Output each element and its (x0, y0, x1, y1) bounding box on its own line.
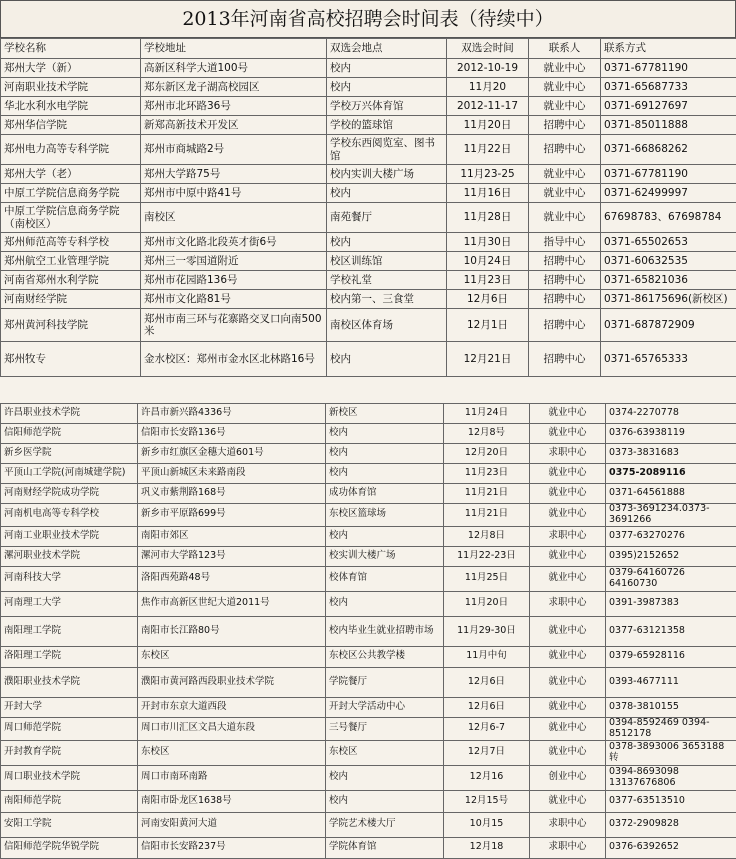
contact-dept-cell: 招聘中心 (529, 116, 601, 135)
fair-date-cell: 11月29-30日 (444, 616, 530, 646)
school-name-cell: 郑州华信学院 (1, 116, 141, 135)
school-name-cell: 河南机电高等专科学校 (1, 504, 138, 527)
school-address-cell: 郑东新区龙子湖高校园区 (141, 78, 327, 97)
contact-dept-cell: 就业中心 (530, 404, 606, 424)
fair-location-cell: 校内 (326, 765, 444, 790)
table-row (1, 790, 736, 812)
fair-date-cell: 11月20 (447, 78, 529, 97)
contact-dept-cell: 就业中心 (529, 203, 601, 233)
school-name-cell: 郑州师范高等专科学校 (1, 233, 141, 252)
school-address-cell: 新乡市平原路699号 (138, 504, 326, 527)
fair-date-cell: 12月7日 (444, 740, 530, 765)
contact-dept-cell: 招聘中心 (529, 342, 601, 377)
table-row (1, 116, 736, 135)
school-address-cell: 金水校区：郑州市金水区北林路16号 (141, 342, 327, 377)
school-address-cell: 许昌市新兴路4336号 (138, 404, 326, 424)
table-row (1, 646, 736, 667)
school-address-cell: 新乡市红旗区金穗大道601号 (138, 444, 326, 464)
fair-location-cell: 南校区体育场 (327, 309, 447, 342)
school-address-cell: 焦作市高新区世纪大道2011号 (138, 591, 326, 616)
fair-date-cell: 10月15 (444, 812, 530, 837)
fair-date-cell: 12月6日 (444, 697, 530, 717)
school-name-cell: 平顶山工学院(河南城建学院) (1, 464, 138, 484)
contact-phone-cell: 0371-62499997 (601, 184, 736, 203)
school-name-cell: 河南工业职业技术学院 (1, 526, 138, 546)
contact-phone-cell: 0371-66868262 (601, 135, 736, 165)
fair-location-cell: 校内 (326, 591, 444, 616)
contact-phone-cell: 0373-3691234.0373-3691266 (606, 504, 736, 527)
contact-phone-cell: 联系方式 (601, 39, 736, 59)
school-address-cell: 南校区 (141, 203, 327, 233)
contact-dept-cell: 就业中心 (529, 97, 601, 116)
fair-location-cell: 校内 (327, 78, 447, 97)
school-address-cell: 郑州市花园路136号 (141, 271, 327, 290)
contact-dept-cell: 就业中心 (530, 646, 606, 667)
table-row (1, 59, 736, 78)
school-address-cell: 东校区 (138, 646, 326, 667)
fair-location-cell: 学校万兴体育馆 (327, 97, 447, 116)
fair-location-cell: 校体育馆 (326, 566, 444, 591)
fair-date-cell: 12月6-7 (444, 717, 530, 740)
fair-location-cell: 校区训练馆 (327, 252, 447, 271)
contact-phone-cell: 0371-86175696(新校区) (601, 290, 736, 309)
school-name-cell: 郑州大学（新） (1, 59, 141, 78)
school-name-cell: 周口师范学院 (1, 717, 138, 740)
contact-dept-cell: 求职中心 (530, 812, 606, 837)
school-address-cell: 平顶山新城区未来路南段 (138, 464, 326, 484)
contact-phone-cell: 0371-85011888 (601, 116, 736, 135)
school-address-cell: 东校区 (138, 740, 326, 765)
table-row (1, 464, 736, 484)
fair-date-cell: 11月21日 (444, 484, 530, 504)
table-row (1, 740, 736, 765)
fair-location-cell: 开封大学活动中心 (326, 697, 444, 717)
contact-phone-cell: 0375-2089116 (606, 464, 736, 484)
school-name-cell: 中原工学院信息商务学院（南校区） (1, 203, 141, 233)
contact-dept-cell: 就业中心 (530, 667, 606, 697)
fair-location-cell: 校内毕业生就业招聘市场 (326, 616, 444, 646)
school-address-cell: 巩义市紫荆路168号 (138, 484, 326, 504)
school-name-cell: 郑州大学（老） (1, 165, 141, 184)
school-name-cell: 河南省郑州水利学院 (1, 271, 141, 290)
contact-phone-cell: 0391-3987383 (606, 591, 736, 616)
fair-location-cell: 三号餐厅 (326, 717, 444, 740)
contact-dept-cell: 联系人 (529, 39, 601, 59)
contact-dept-cell: 就业中心 (530, 504, 606, 527)
school-name-cell: 漯河职业技术学院 (1, 546, 138, 566)
school-address-cell: 郑州市南三环与花寨路交叉口向南500米 (141, 309, 327, 342)
contact-dept-cell: 指导中心 (529, 233, 601, 252)
fair-date-cell: 11月30日 (447, 233, 529, 252)
fair-date-cell: 10月24日 (447, 252, 529, 271)
fair-date-cell: 12月18 (444, 837, 530, 858)
table-row (1, 566, 736, 591)
contact-dept-cell: 求职中心 (530, 591, 606, 616)
school-name-cell: 信阳师范学院华锐学院 (1, 837, 138, 858)
table-row (1, 78, 736, 97)
contact-dept-cell: 求职中心 (530, 526, 606, 546)
contact-dept-cell: 就业中心 (530, 616, 606, 646)
contact-phone-cell: 0376-6392652 (606, 837, 736, 858)
contact-phone-cell: 0377-63270276 (606, 526, 736, 546)
contact-phone-cell: 0377-63121358 (606, 616, 736, 646)
contact-phone-cell: 0374-2270778 (606, 404, 736, 424)
table-row (1, 444, 736, 464)
contact-dept-cell: 招聘中心 (529, 290, 601, 309)
school-address-cell: 郑州市文化路81号 (141, 290, 327, 309)
contact-dept-cell: 就业中心 (530, 546, 606, 566)
school-address-cell: 郑州大学路75号 (141, 165, 327, 184)
table-row (1, 309, 736, 342)
contact-phone-cell: 0371-65821036 (601, 271, 736, 290)
school-address-cell: 信阳市长安路237号 (138, 837, 326, 858)
contact-phone-cell: 0379-65928116 (606, 646, 736, 667)
contact-phone-cell: 0394-8693098 13137676806 (606, 765, 736, 790)
fair-date-cell: 12月20日 (444, 444, 530, 464)
contact-dept-cell: 就业中心 (529, 165, 601, 184)
school-name-cell: 许昌职业技术学院 (1, 404, 138, 424)
school-name-cell: 安阳工学院 (1, 812, 138, 837)
school-address-cell: 濮阳市黄河路西段职业技术学院 (138, 667, 326, 697)
fair-date-cell: 12月8号 (444, 424, 530, 444)
contact-phone-cell: 0371-65687733 (601, 78, 736, 97)
table-row (1, 404, 736, 424)
school-name-cell: 郑州航空工业管理学院 (1, 252, 141, 271)
contact-dept-cell: 就业中心 (530, 484, 606, 504)
fair-date-cell: 11月25日 (444, 566, 530, 591)
fair-date-cell: 12月1日 (447, 309, 529, 342)
fair-date-cell: 11月16日 (447, 184, 529, 203)
table-row (1, 484, 736, 504)
fair-date-cell: 11月28日 (447, 203, 529, 233)
fair-location-cell: 双选会地点 (327, 39, 447, 59)
school-address-cell: 南阳市长江路80号 (138, 616, 326, 646)
fair-location-cell: 校内实训大楼广场 (327, 165, 447, 184)
contact-phone-cell: 0378-3810155 (606, 697, 736, 717)
contact-dept-cell: 招聘中心 (529, 309, 601, 342)
fair-location-cell: 新校区 (326, 404, 444, 424)
table-row (1, 837, 736, 858)
table-row (1, 667, 736, 697)
contact-dept-cell: 求职中心 (530, 837, 606, 858)
fair-location-cell: 校内 (326, 464, 444, 484)
fair-location-cell: 学院体育馆 (326, 837, 444, 858)
fair-date-cell: 2012-10-19 (447, 59, 529, 78)
contact-phone-cell: 0371-687872909 (601, 309, 736, 342)
school-address-cell: 南阳市卧龙区1638号 (138, 790, 326, 812)
table-row (1, 233, 736, 252)
school-address-cell: 高新区科学大道100号 (141, 59, 327, 78)
table-row (1, 812, 736, 837)
fair-location-cell: 校内 (326, 526, 444, 546)
fair-location-cell: 学校东西阅览室、图书馆 (327, 135, 447, 165)
fair-date-cell: 11月23-25 (447, 165, 529, 184)
school-address-cell: 周口市川汇区文昌大道东段 (138, 717, 326, 740)
school-name-cell: 中原工学院信息商务学院 (1, 184, 141, 203)
fair-location-cell: 成功体育馆 (326, 484, 444, 504)
contact-dept-cell: 就业中心 (530, 717, 606, 740)
school-address-cell: 郑州三一零国道附近 (141, 252, 327, 271)
school-name-cell: 洛阳理工学院 (1, 646, 138, 667)
fair-location-cell: 南苑餐厅 (327, 203, 447, 233)
school-name-cell: 开封教育学院 (1, 740, 138, 765)
school-address-cell: 郑州市中原中路41号 (141, 184, 327, 203)
school-name-cell: 河南职业技术学院 (1, 78, 141, 97)
schedule-table-zhengzhou (0, 38, 736, 377)
school-name-cell: 开封大学 (1, 697, 138, 717)
table-row (1, 203, 736, 233)
fair-date-cell: 11月24日 (444, 404, 530, 424)
contact-dept-cell: 就业中心 (530, 740, 606, 765)
school-address-cell: 开封市东京大道西段 (138, 697, 326, 717)
table-header-row (1, 39, 736, 59)
school-address-cell: 漯河市大学路123号 (138, 546, 326, 566)
school-address-cell: 信阳市长安路136号 (138, 424, 326, 444)
schedule-table-other-cities (0, 403, 736, 859)
fair-location-cell: 东校区 (326, 740, 444, 765)
school-name-cell: 郑州牧专 (1, 342, 141, 377)
contact-phone-cell: 0393-4677111 (606, 667, 736, 697)
fair-date-cell: 双选会时间 (447, 39, 529, 59)
school-address-cell: 郑州市商城路2号 (141, 135, 327, 165)
school-address-cell: 郑州市北环路36号 (141, 97, 327, 116)
table-row (1, 526, 736, 546)
fair-date-cell: 12月8日 (444, 526, 530, 546)
contact-dept-cell: 就业中心 (530, 566, 606, 591)
table-row (1, 271, 736, 290)
table-row (1, 184, 736, 203)
contact-phone-cell: 0395)2152652 (606, 546, 736, 566)
table-row (1, 135, 736, 165)
fair-date-cell: 2012-11-17 (447, 97, 529, 116)
fair-date-cell: 11月23日 (447, 271, 529, 290)
page-title: 2013年河南省高校招聘会时间表（待续中） (0, 0, 736, 38)
fair-location-cell: 校内 (327, 59, 447, 78)
fair-date-cell: 12月21日 (447, 342, 529, 377)
fair-date-cell: 11月22-23日 (444, 546, 530, 566)
table-row (1, 546, 736, 566)
fair-location-cell: 校实训大楼广场 (326, 546, 444, 566)
table-row (1, 591, 736, 616)
contact-dept-cell: 招聘中心 (529, 271, 601, 290)
table-row (1, 97, 736, 116)
fair-location-cell: 校内第一、三食堂 (327, 290, 447, 309)
school-name-cell: 周口职业技术学院 (1, 765, 138, 790)
contact-phone-cell: 0371-65502653 (601, 233, 736, 252)
contact-phone-cell: 0379-64160726 64160730 (606, 566, 736, 591)
school-name-cell: 南阳理工学院 (1, 616, 138, 646)
contact-phone-cell: 0376-63938119 (606, 424, 736, 444)
school-address-cell: 新郑高新技术开发区 (141, 116, 327, 135)
school-name-cell: 河南财经学院 (1, 290, 141, 309)
table-row (1, 504, 736, 527)
school-name-cell: 学校名称 (1, 39, 141, 59)
contact-dept-cell: 创业中心 (530, 765, 606, 790)
school-address-cell: 学校地址 (141, 39, 327, 59)
school-address-cell: 南阳市郊区 (138, 526, 326, 546)
table-row (1, 424, 736, 444)
contact-phone-cell: 0371-65765333 (601, 342, 736, 377)
contact-dept-cell: 就业中心 (529, 78, 601, 97)
table-row (1, 765, 736, 790)
fair-date-cell: 11月21日 (444, 504, 530, 527)
contact-dept-cell: 就业中心 (530, 424, 606, 444)
school-address-cell: 洛阳西苑路48号 (138, 566, 326, 591)
fair-location-cell: 校内 (326, 790, 444, 812)
table-row (1, 165, 736, 184)
contact-dept-cell: 就业中心 (529, 184, 601, 203)
school-name-cell: 信阳师范学院 (1, 424, 138, 444)
fair-location-cell: 学校礼堂 (327, 271, 447, 290)
table-row (1, 342, 736, 377)
school-name-cell: 河南财经学院成功学院 (1, 484, 138, 504)
fair-date-cell: 12月16 (444, 765, 530, 790)
fair-date-cell: 11月中旬 (444, 646, 530, 667)
fair-location-cell: 校内 (327, 233, 447, 252)
contact-phone-cell: 67698783、67698784 (601, 203, 736, 233)
fair-location-cell: 学校的篮球馆 (327, 116, 447, 135)
school-name-cell: 华北水利水电学院 (1, 97, 141, 116)
school-name-cell: 新乡医学院 (1, 444, 138, 464)
fair-date-cell: 12月15号 (444, 790, 530, 812)
fair-location-cell: 校内 (326, 424, 444, 444)
fair-location-cell: 学院餐厅 (326, 667, 444, 697)
contact-phone-cell: 0377-63513510 (606, 790, 736, 812)
contact-dept-cell: 招聘中心 (529, 252, 601, 271)
school-address-cell: 周口市南环南路 (138, 765, 326, 790)
fair-location-cell: 东校区篮球场 (326, 504, 444, 527)
table-row (1, 290, 736, 309)
fair-location-cell: 校内 (327, 184, 447, 203)
fair-date-cell: 11月23日 (444, 464, 530, 484)
contact-phone-cell: 0372-2909828 (606, 812, 736, 837)
contact-dept-cell: 就业中心 (530, 464, 606, 484)
table-row (1, 697, 736, 717)
school-name-cell: 濮阳职业技术学院 (1, 667, 138, 697)
contact-phone-cell: 0371-60632535 (601, 252, 736, 271)
school-address-cell: 河南安阳黄河大道 (138, 812, 326, 837)
school-name-cell: 郑州黄河科技学院 (1, 309, 141, 342)
fair-date-cell: 12月6日 (447, 290, 529, 309)
fair-location-cell: 校内 (327, 342, 447, 377)
contact-phone-cell: 0371-64561888 (606, 484, 736, 504)
fair-location-cell: 东校区公共教学楼 (326, 646, 444, 667)
contact-dept-cell: 求职中心 (530, 444, 606, 464)
school-address-cell: 郑州市文化路北段英才街6号 (141, 233, 327, 252)
contact-dept-cell: 招聘中心 (529, 135, 601, 165)
contact-phone-cell: 0394-8592469 0394-8512178 (606, 717, 736, 740)
contact-dept-cell: 就业中心 (529, 59, 601, 78)
fair-location-cell: 学院艺术楼大厅 (326, 812, 444, 837)
school-name-cell: 河南理工大学 (1, 591, 138, 616)
contact-phone-cell: 0371-67781190 (601, 59, 736, 78)
table-row (1, 616, 736, 646)
contact-phone-cell: 0371-69127697 (601, 97, 736, 116)
contact-dept-cell: 就业中心 (530, 697, 606, 717)
school-name-cell: 南阳师范学院 (1, 790, 138, 812)
table-row (1, 252, 736, 271)
contact-phone-cell: 0373-3831683 (606, 444, 736, 464)
contact-dept-cell: 就业中心 (530, 790, 606, 812)
table-row (1, 717, 736, 740)
fair-date-cell: 11月20日 (447, 116, 529, 135)
school-name-cell: 河南科技大学 (1, 566, 138, 591)
contact-phone-cell: 0371-67781190 (601, 165, 736, 184)
contact-phone-cell: 0378-3893006 3653188转 (606, 740, 736, 765)
fair-date-cell: 11月22日 (447, 135, 529, 165)
fair-date-cell: 11月20日 (444, 591, 530, 616)
fair-date-cell: 12月6日 (444, 667, 530, 697)
fair-location-cell: 校内 (326, 444, 444, 464)
school-name-cell: 郑州电力高等专科学院 (1, 135, 141, 165)
